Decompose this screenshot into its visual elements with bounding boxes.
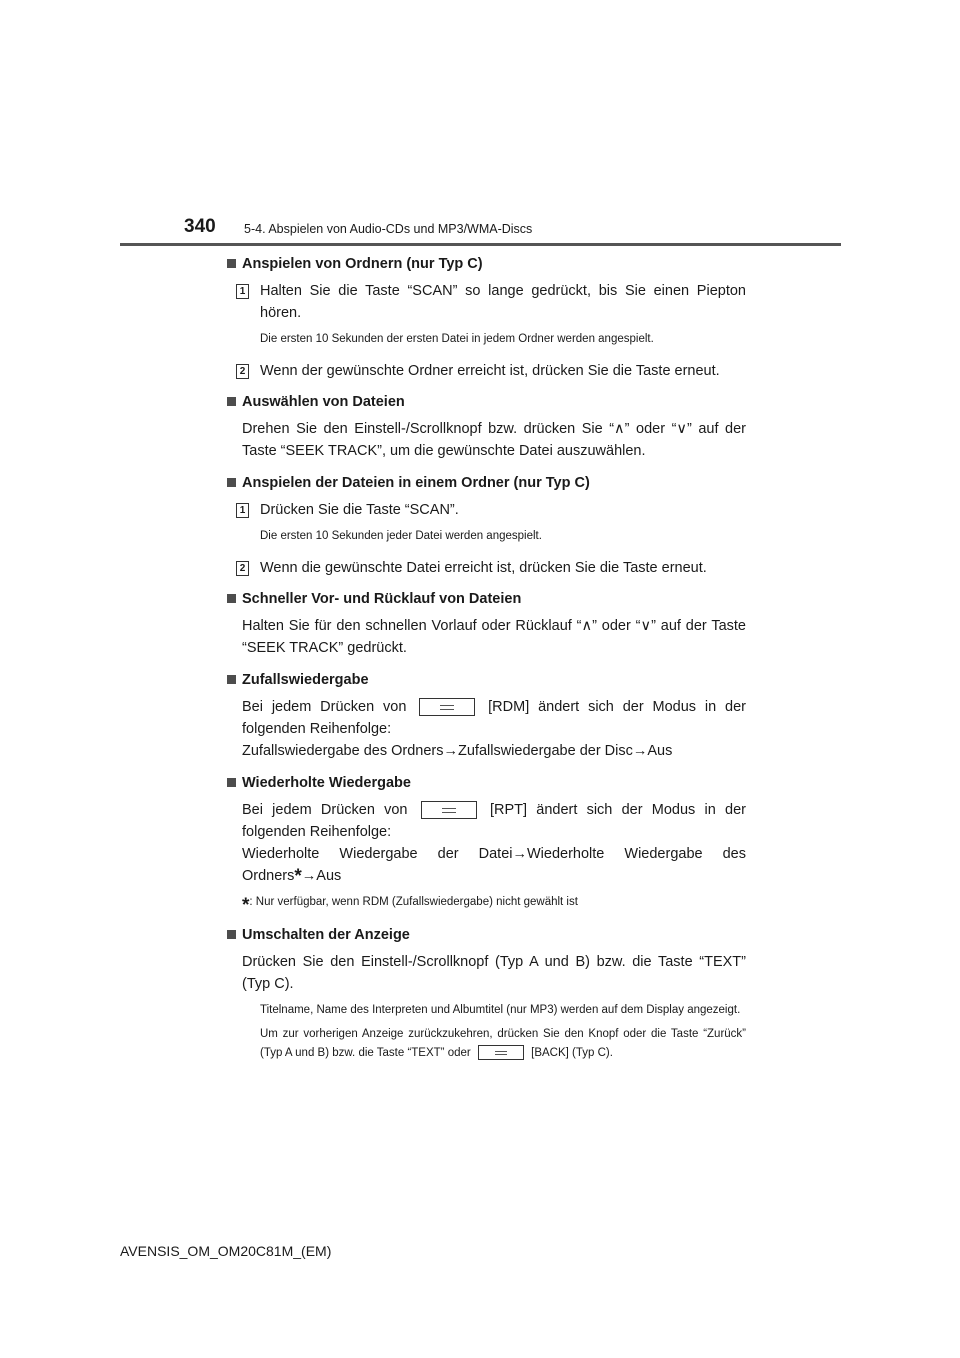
heading-switch-display: Umschalten der Anzeige xyxy=(226,925,746,945)
step-2 xyxy=(226,557,746,579)
text: [RDM] ändert sich der Modus in der folgenden Reihenfolge: xyxy=(242,699,747,737)
step-1 xyxy=(226,280,746,324)
rpt-button-icon xyxy=(421,801,477,819)
footnote-star: * xyxy=(242,895,250,916)
step-text: Halten Sie die Taste “SCAN” so lange gedrückt, bis Sie einen Piepton hören. xyxy=(260,283,746,321)
heading-select-files: Auswählen von Dateien xyxy=(226,392,746,412)
paragraph: Halten Sie für den schnellen Vorlauf oder Rücklauf “∧” oder “∨” auf der Taste “SEEK TRACK” gedrückt. xyxy=(242,618,746,656)
header-rule xyxy=(120,243,841,246)
paragraph xyxy=(226,799,746,887)
note xyxy=(226,1025,746,1063)
note: Die ersten 10 Sekunden der ersten Datei in jedem Ordner werden angespielt. xyxy=(260,333,654,345)
asterisk-marker: * xyxy=(294,866,302,887)
paragraph xyxy=(226,696,746,762)
heading-file-scan: Anspielen der Dateien in einem Ordner (nur Typ C) xyxy=(226,473,746,493)
text: [RPT] ändert sich der Modus in der folgenden Reihenfolge: xyxy=(242,802,746,840)
step-number-badge: 1 xyxy=(236,503,249,518)
rdm-button-icon xyxy=(419,698,475,716)
heading-folder-scan: Anspielen von Ordnern (nur Typ C) xyxy=(226,254,746,274)
step-text: Wenn der gewünschte Ordner erreicht ist, drücken Sie die Taste erneut. xyxy=(260,363,720,379)
text: [BACK] (Typ C). xyxy=(531,1047,613,1059)
note: Titelname, Name des Interpreten und Albumtitel (nur MP3) werden auf dem Display angezeigt. xyxy=(260,1004,741,1016)
text: Bei jedem Drücken von xyxy=(242,802,408,818)
step-1 xyxy=(226,499,746,521)
footnote-text: : Nur verfügbar, wenn RDM (Zufallswiedergabe) nicht gewählt ist xyxy=(249,896,578,908)
content xyxy=(226,254,746,1074)
mode-sequence: Zufallswiedergabe des Ordners→Zufallswiedergabe der Disc→Aus xyxy=(242,743,673,759)
heading-random-playback: Zufallswiedergabe xyxy=(226,670,746,690)
note: Die ersten 10 Sekunden jeder Datei werden angespielt. xyxy=(260,530,542,542)
paragraph: Drücken Sie den Einstell-/Scrollknopf (Typ A und B) bzw. die Taste “TEXT” (Typ C). xyxy=(242,954,746,992)
mode-sequence: Wiederholte Wiedergabe der Datei→Wiederholte Wiedergabe des Ordners xyxy=(242,846,746,884)
heading-repeat-playback: Wiederholte Wiedergabe xyxy=(226,773,746,793)
step-text: Wenn die gewünschte Datei erreicht ist, drücken Sie die Taste erneut. xyxy=(260,560,707,576)
section-title: 5-4. Abspielen von Audio-CDs und MP3/WMA-Discs xyxy=(244,222,533,236)
mode-sequence-end: →Aus xyxy=(301,868,342,884)
step-number-badge: 1 xyxy=(236,284,249,299)
step-text: Drücken Sie die Taste “SCAN”. xyxy=(260,502,459,518)
back-button-icon xyxy=(478,1045,524,1060)
step-2 xyxy=(226,360,746,382)
heading-fast-forward: Schneller Vor- und Rücklauf von Dateien xyxy=(226,589,746,609)
step-number-badge: 2 xyxy=(236,561,249,576)
document-id: AVENSIS_OM_OM20C81M_(EM) xyxy=(120,1243,332,1259)
paragraph: Drehen Sie den Einstell-/Scrollknopf bzw. drücken Sie “∧” oder “∨” auf der Taste “SEEK TRACK”, um die gewünschte Datei auszuwählen. xyxy=(242,421,746,459)
footnote xyxy=(226,893,746,915)
text: Um zur vorherigen Anzeige zurückzukehren, drücken Sie den Knopf oder die Taste “Zurück” (Typ A und B) bzw. die Taste “TEXT” oder xyxy=(260,1028,746,1059)
text: Bei jedem Drücken von xyxy=(242,699,407,715)
page-number: 340 xyxy=(184,216,216,237)
step-number-badge: 2 xyxy=(236,364,249,379)
